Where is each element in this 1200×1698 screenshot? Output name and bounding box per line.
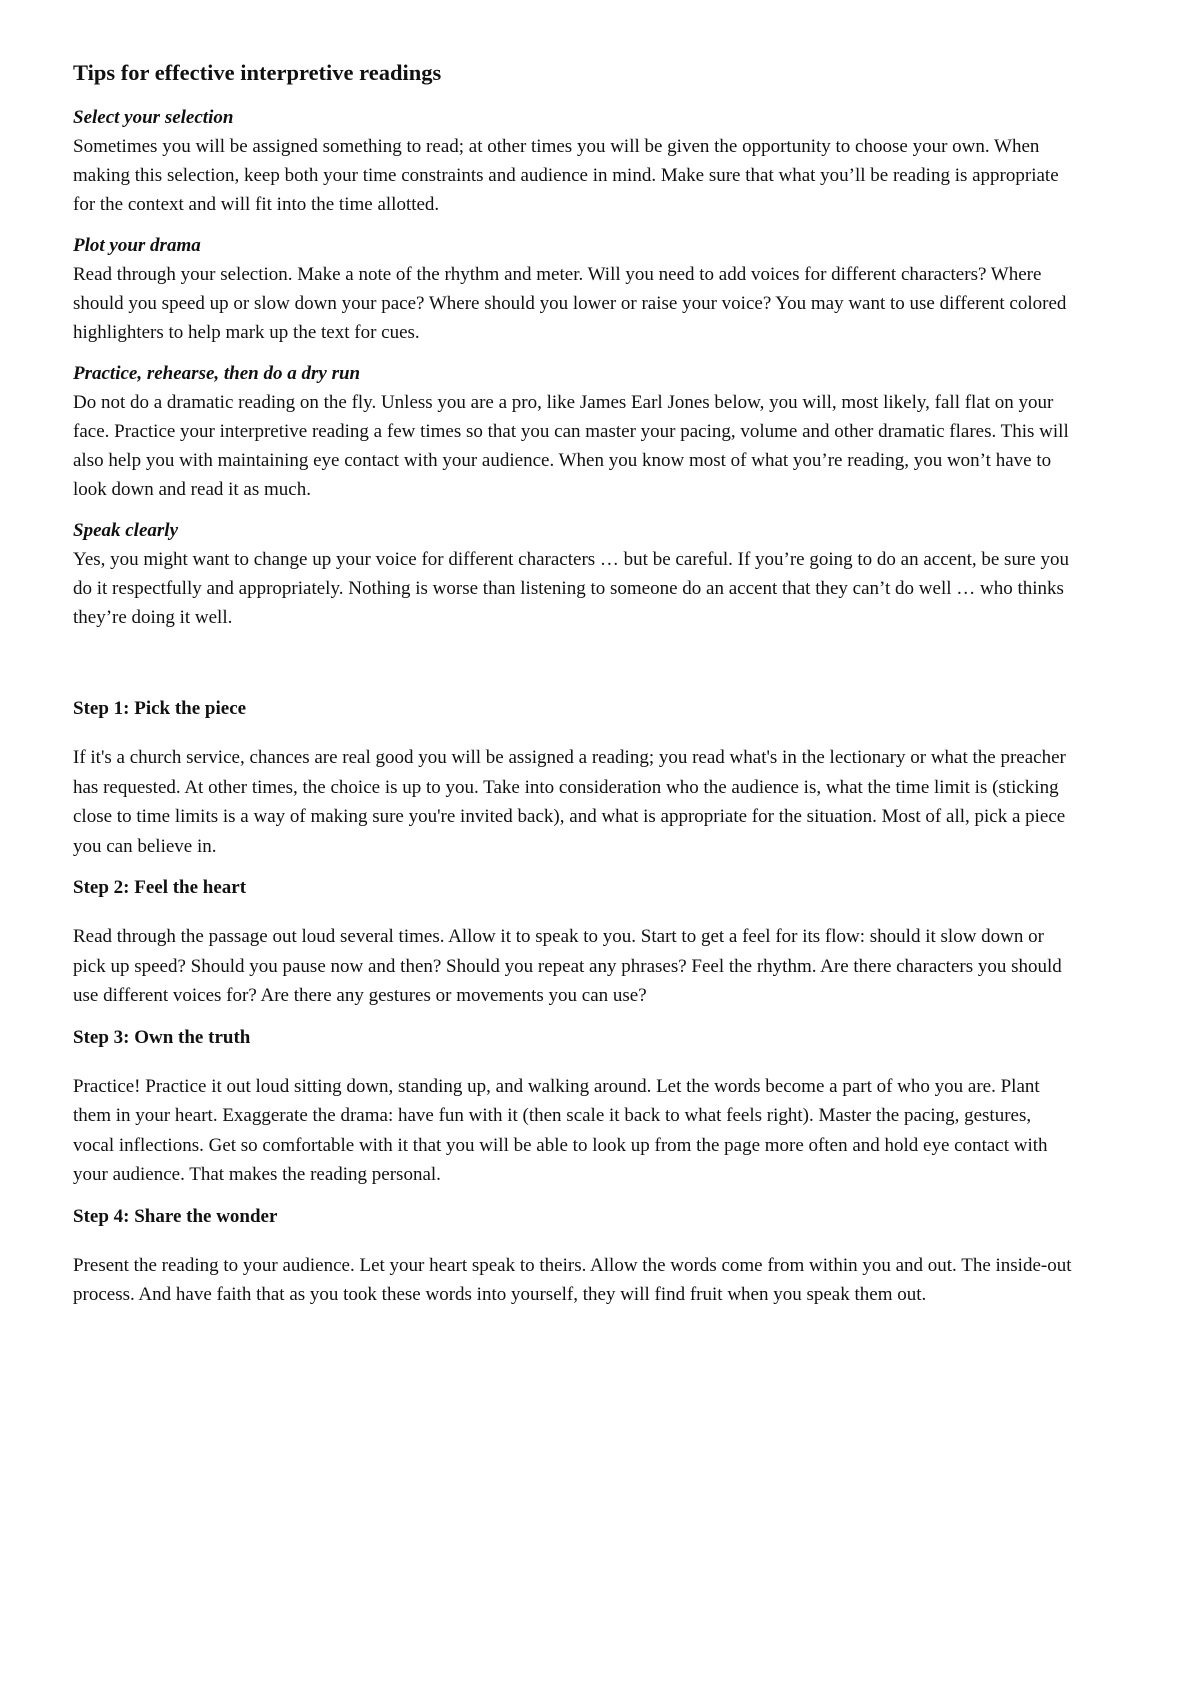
tip-section-practice — [73, 359, 1073, 504]
tip-body: Sometimes you will be assigned something to read; at other times you will be given the opportunity to choose your own. When making this selection, keep both your time constraints and audience in mind. Make sure that what you’ll be reading is appropriate for the context and will fit into the time allotted. — [73, 136, 1059, 216]
tip-heading: Practice, rehearse, then do a dry run — [73, 363, 361, 385]
tip-section-plot — [73, 231, 1073, 347]
step-heading: Step 2: Feel the heart — [73, 877, 247, 899]
step-body: Practice! Practice it out loud sitting down, standing up, and walking around. Let the words become a part of who you are. Plant them in your heart. Exaggerate the drama: have fun with it (then scale it back to what feels right). Master the pacing, gestures, vocal inflections. Get so comfortable with it that you will be able to look up from the page more often and hold eye contact with your audience. That makes the reading personal. — [73, 1075, 1048, 1186]
step-heading: Step 3: Own the truth — [73, 1026, 251, 1048]
tip-body: Do not do a dramatic reading on the fly. Unless you are a pro, like James Earl Jones below, you will, most likely, fall flat on your face. Practice your interpretive reading a few times so that you can master your pacing, volume and other dramatic flares. This will also help you with maintaining eye contact with your audience. When you know most of what you’re reading, you won’t have to look down and read it as much. — [73, 392, 1069, 501]
tip-heading: Select your selection — [73, 107, 234, 129]
document-title: Tips for effective interpretive readings — [73, 60, 442, 85]
step-section-4 — [73, 1202, 1073, 1310]
tip-body: Read through your selection. Make a note of the rhythm and meter. Will you need to add voices for different characters? Where should you speed up or slow down your pace? Where should you lower or raise your voice? You may want to use different colored highlighters to help mark up the text for cues. — [73, 264, 1067, 344]
step-heading: Step 4: Share the wonder — [73, 1205, 278, 1227]
step-body: Read through the passage out loud several times. Allow it to speak to you. Start to get a feel for its flow: should it slow down or pick up speed? Should you pause now and then? Should you repeat any phrases? Feel the rhythm. Are there characters you should use different voices for? Are there any gestures or movements you can use? — [73, 926, 1062, 1007]
tip-heading: Plot your drama — [73, 235, 201, 257]
section-spacer — [73, 644, 1073, 694]
tip-body: Yes, you might want to change up your voice for different characters … but be careful. If you’re going to do an accent, be sure you do it respectfully and appropriately. Nothing is worse than listening to someone do an accent that they can’t do well … who thinks they’re doing it well. — [73, 549, 1069, 629]
tip-heading: Speak clearly — [73, 520, 179, 542]
step-heading: Step 1: Pick the piece — [73, 698, 247, 720]
tip-section-speak — [73, 516, 1073, 632]
tip-section-select — [73, 103, 1073, 219]
step-section-1 — [73, 694, 1073, 861]
document-page — [73, 58, 1073, 1322]
step-section-2 — [73, 873, 1073, 1011]
step-body: Present the reading to your audience. Let your heart speak to theirs. Allow the words come from within you and out. The inside-out process. And have faith that as you took these words into yourself, they will find fruit when you speak them out. — [73, 1254, 1072, 1306]
step-body: If it's a church service, chances are real good you will be assigned a reading; you read what's in the lectionary or what the preacher has requested. At other times, the choice is up to you. Take into consideration who the audience is, what the time limit is (sticking close to time limits is a way of making sure you're invited back), and what is appropriate for the situation. Most of all, pick a piece you can believe in. — [73, 747, 1066, 857]
step-section-3 — [73, 1023, 1073, 1190]
